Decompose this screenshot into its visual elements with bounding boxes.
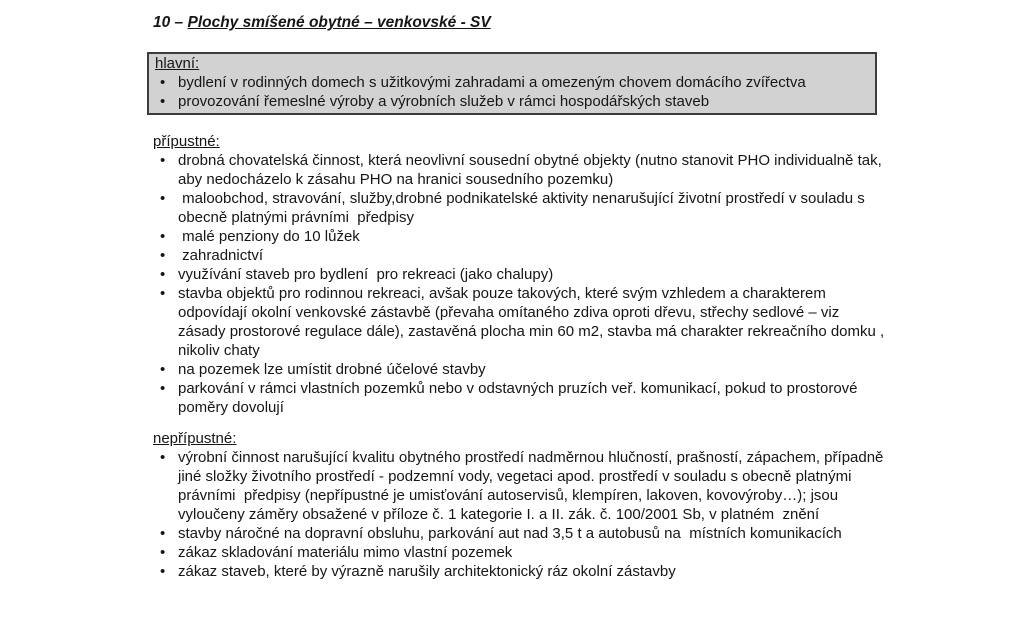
section-heading-nepripustne: nepřípustné:	[153, 430, 237, 447]
document-page	[147, 0, 889, 581]
bullet-icon: •	[160, 74, 166, 91]
section-list-nepripustne	[147, 448, 889, 581]
bullet-icon: •	[160, 544, 166, 561]
bullet-icon: •	[160, 152, 166, 169]
list-item-text: stavba objektů pro rodinnou rekreaci, avšak pouze takových, které svým vzhledem a charakterem odpovídají okolní venkovské zástavbě (převaha omítaného zdiva oproti dřevu, střechy sedlové – viz zásady prostorové regulace dále), zastavěná plocha min 60 m2, stavba má charakter rekreačního domku , nikoliv chaty	[178, 285, 889, 359]
list-item	[147, 189, 889, 227]
section-list-pripustne	[147, 151, 889, 417]
list-item	[147, 246, 889, 265]
list-item	[147, 151, 889, 189]
section-heading-pripustne: přípustné:	[153, 133, 220, 150]
list-item-text: zákaz staveb, které by výrazně narušily architektonický ráz okolní zástavby	[178, 563, 676, 580]
bullet-icon: •	[160, 563, 166, 580]
list-item	[147, 265, 889, 284]
list-item-text: využívání staveb pro bydlení pro rekreaci (jako chalupy)	[178, 266, 554, 283]
section-list-hlavni	[153, 73, 869, 111]
list-item-text: stavby náročné na dopravní obsluhu, parkování aut nad 3,5 t a autobusů na místních komunikacích	[178, 525, 842, 542]
section-pripustne	[147, 132, 889, 417]
bullet-icon: •	[160, 449, 166, 466]
bullet-icon: •	[160, 525, 166, 542]
bullet-icon: •	[160, 361, 166, 378]
list-item-text: drobná chovatelská činnost, která neovlivní sousední obytné objekty (nutno stanovit PHO individualně tak, aby nedocházelo k zásahu PHO na hranici sousedního pozemku)	[178, 152, 886, 188]
list-item	[153, 92, 869, 111]
bullet-icon: •	[160, 285, 166, 302]
list-item-text: malé penziony do 10 lůžek	[178, 228, 360, 245]
section-nepripustne	[147, 429, 889, 581]
list-item-text: parkování v rámci vlastních pozemků nebo v odstavných pruzích veř. komunikací, pokud to prostorové poměry dovolují	[178, 380, 862, 416]
page-title-text: Plochy smíšené obytné – venkovské - SV	[187, 14, 491, 31]
list-item	[147, 448, 889, 524]
list-item	[147, 379, 889, 417]
bullet-icon: •	[160, 228, 166, 245]
bullet-icon: •	[160, 93, 166, 110]
list-item	[147, 284, 889, 360]
page-title-number: 10 –	[153, 14, 188, 31]
page-title	[153, 13, 889, 32]
section-heading-hlavni: hlavní:	[155, 55, 200, 72]
list-item-text: zahradnictví	[178, 247, 264, 264]
list-item-text: výrobní činnost narušující kvalitu obytného prostředí nadměrnou hlučností, prašností, zápachem, případně jiné složky životního prostředí - podzemní vody, vegetaci apod. prostředí v souladu s obecně platnými právními předpisy (nepřípustné je umisťování autoservisů, klempíren, lakoven, kovovýroby…); jsou vyloučeny záměry obsažené v příloze č. 1 kategorie I. a II. zák. č. 100/2001 Sb, v platném znění	[178, 449, 888, 523]
bullet-icon: •	[160, 247, 166, 264]
list-item	[147, 562, 889, 581]
list-item-text: na pozemek lze umístit drobné účelové stavby	[178, 361, 486, 378]
list-item-text: zákaz skladování materiálu mimo vlastní pozemek	[178, 544, 513, 561]
list-item	[147, 524, 889, 543]
list-item	[147, 543, 889, 562]
list-item	[153, 73, 869, 92]
bullet-icon: •	[160, 266, 166, 283]
list-item	[147, 227, 889, 246]
list-item	[147, 360, 889, 379]
bullet-icon: •	[160, 190, 166, 207]
bullet-icon: •	[160, 380, 166, 397]
list-item-text: maloobchod, stravování, služby,drobné podnikatelské aktivity nenarušující životní prostředí v souladu s obecně platnými právními předpisy	[178, 190, 869, 226]
list-item-text: bydlení v rodinných domech s užitkovými zahradami a omezeným chovem domácího zvířectva	[178, 74, 806, 91]
section-hlavni	[147, 52, 877, 115]
list-item-text: provozování řemeslné výroby a výrobních služeb v rámci hospodářských staveb	[178, 93, 710, 110]
